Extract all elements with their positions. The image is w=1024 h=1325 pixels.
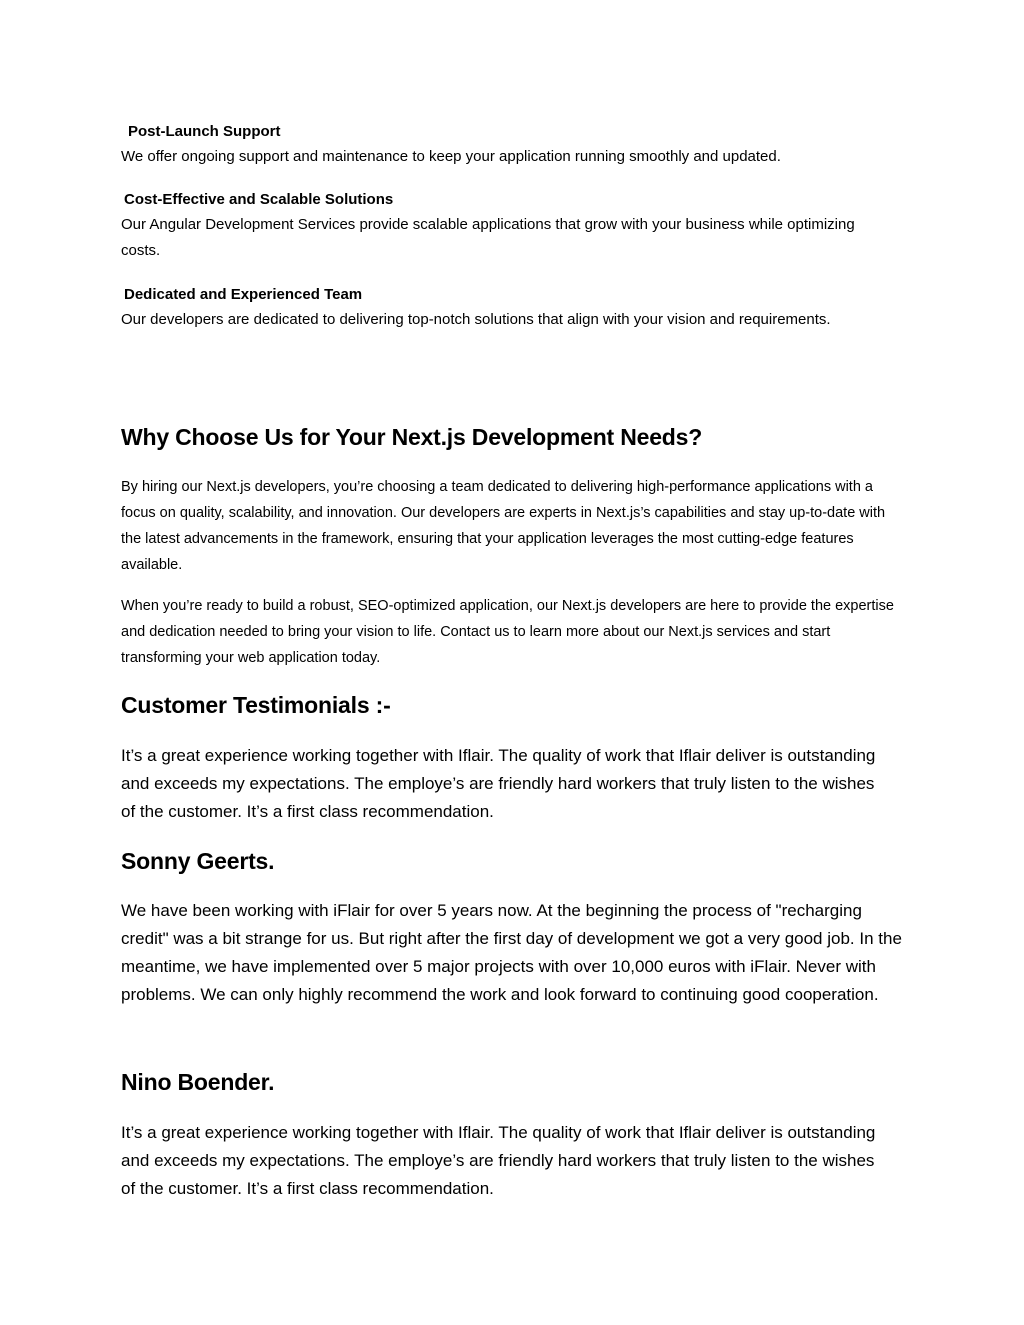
feature-dedicated-team (121, 285, 911, 333)
feature-text: Our Angular Development Services provide scalable applications that grow with your business while optimizing costs. (121, 216, 855, 259)
testimonial-text: It’s a great experience working together with Iflair. The quality of work that Iflair deliver is outstanding and exceeds my expectations. The employe’s are friendly hard workers that truly listen to the wishes of the customer. It’s a first class recommendation. (121, 1123, 876, 1198)
feature-cost-effective (121, 190, 911, 264)
why-choose-paragraph: By hiring our Next.js developers, you’re choosing a team dedicated to delivering high-performance applications with a focus on quality, scalability, and innovation. Our developers are experts in Next.js’s capabilities and stay up-to-date with the latest advancements in the framework, ensuring that your application leverages the most cutting-edge features available. (121, 479, 886, 573)
testimonial-author: Nino Boender. (121, 1069, 275, 1095)
testimonial-author: Sonny Geerts. (121, 848, 275, 874)
feature-text: We offer ongoing support and maintenance to keep your application running smoothly and updated. (121, 148, 781, 165)
feature-title: Cost-Effective and Scalable Solutions (124, 191, 394, 208)
feature-title: Dedicated and Experienced Team (124, 286, 363, 303)
testimonial-text: We have been working with iFlair for over 5 years now. At the beginning the process of "recharging credit" was a bit strange for us. But right after the first day of development we got a very good job. In the meantime, we have implemented over 5 major projects with over 10,000 euros with iFlair. Never with problems. We can only highly recommend the work and look forward to continuing good cooperation. (121, 901, 902, 1004)
feature-post-launch-support (121, 122, 911, 170)
why-choose-paragraph: When you’re ready to build a robust, SEO-optimized application, our Next.js developers are here to provide the expertise and dedication needed to bring your vision to life. Contact us to learn more about our Next.js services and start transforming your web application today. (121, 598, 894, 666)
feature-title: Post-Launch Support (128, 123, 281, 140)
testimonial-text: It’s a great experience working together with Iflair. The quality of work that Iflair deliver is outstanding and exceeds my expectations. The employe’s are friendly hard workers that truly listen to the wishes of the customer. It’s a first class recommendation. (121, 746, 876, 821)
why-choose-heading: Why Choose Us for Your Next.js Development Needs? (121, 424, 703, 450)
feature-text: Our developers are dedicated to delivering top-notch solutions that align with your vision and requirements. (121, 311, 831, 328)
testimonials-heading: Customer Testimonials :- (121, 692, 391, 718)
